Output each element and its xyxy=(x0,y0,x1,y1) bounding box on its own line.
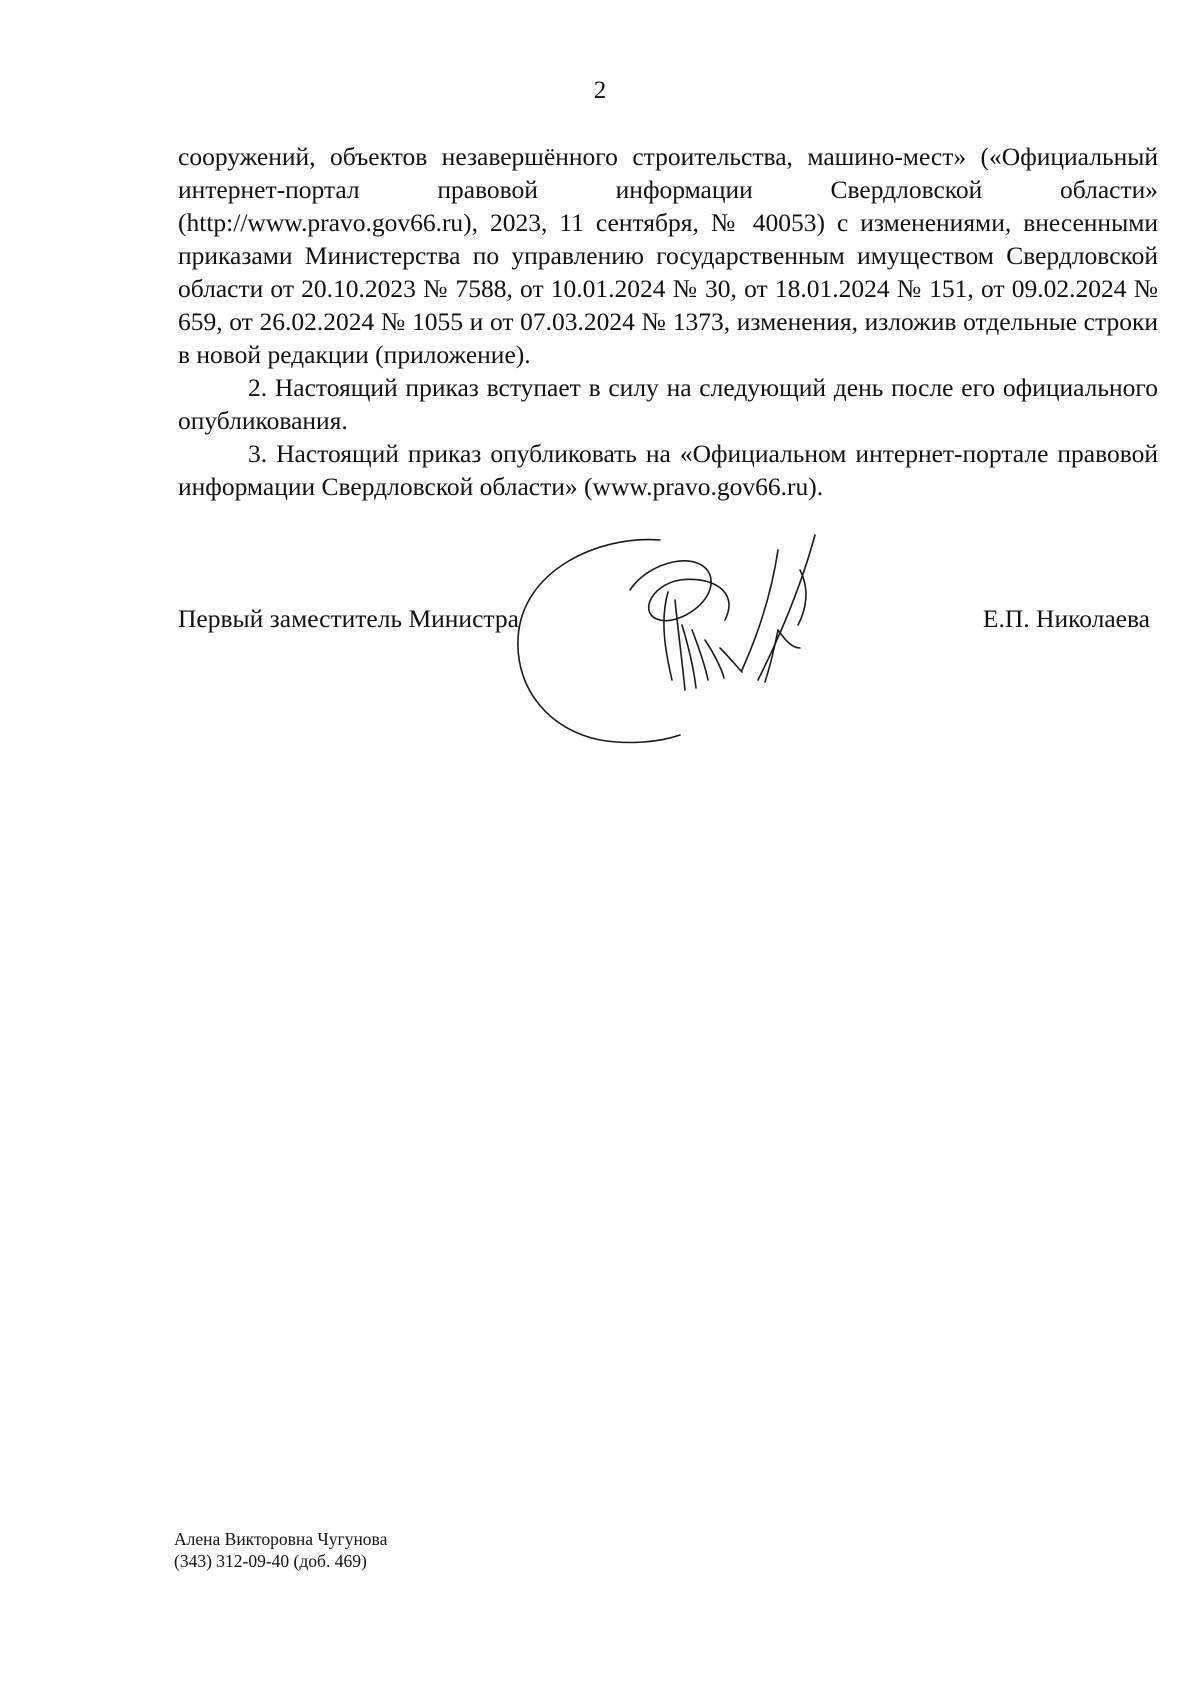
signer-position: Первый заместитель Министра xyxy=(178,604,519,633)
executor-info xyxy=(174,1528,387,1572)
executor-phone: (343) 312-09-40 (доб. 469) xyxy=(174,1551,367,1571)
signer-name: Е.П. Николаева xyxy=(982,604,1150,633)
paragraph-item-3: 3. Настоящий приказ опубликовать на «Официальном интернет-портале правовой информации Свердловской области» (www.pravo.gov66.ru). xyxy=(178,439,1158,501)
document-body xyxy=(178,140,1158,503)
paragraph-item-2: 2. Настоящий приказ вступает в силу на следующий день после его официального опубликования. xyxy=(178,373,1158,435)
executor-name: Алена Викторовна Чугунова xyxy=(174,1529,388,1549)
page-number: 2 xyxy=(593,77,607,104)
handwritten-signature xyxy=(510,530,870,750)
paragraph-continuation: сооружений, объектов незавершённого строительства, машино-мест» («Официальный интернет-портал правовой информации Свердловской области» (http://www.pravo.gov66.ru), 2023, 11 сентября, № 40053) с изменениями, внесенными приказами Министерства по управлению государственным имуществом Свердловской области от 20.10.2023 № 7588, от 10.01.2024 № 30, от 18.01.2024 № 151, от 09.02.2024 № 659, от 26.02.2024 № 1055 и от 07.03.2024 № 1373, изменения, изложив отдельные строки в новой редакции (приложение). xyxy=(178,142,1158,369)
